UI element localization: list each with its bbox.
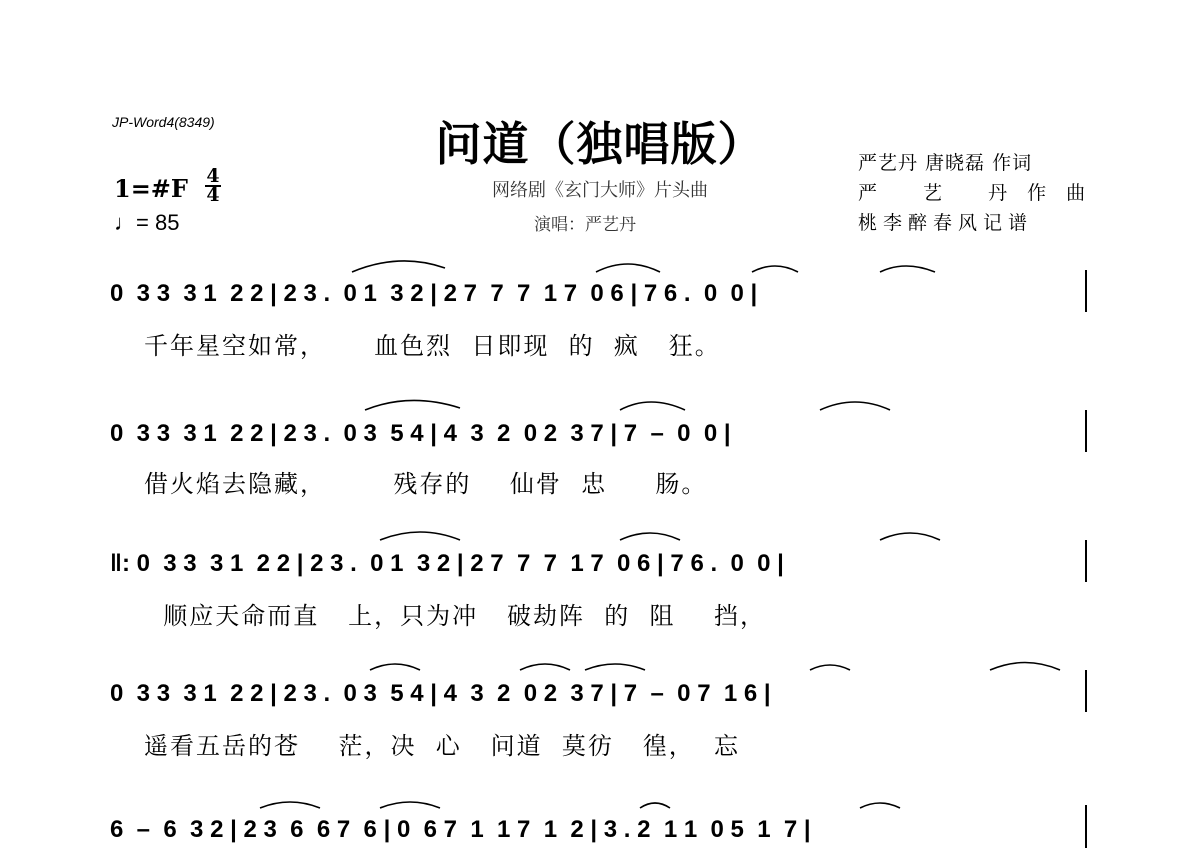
lyric-line-1: 千年星空如常， 血色烈 日即现 的 疯 狂。 — [144, 332, 721, 360]
lyricist-credit: 严艺丹 唐晓磊 作词 — [858, 152, 1033, 174]
time-signature-top: 4 — [206, 165, 220, 187]
notation-line-1: 0 3 3 3 1 2 2 | 2 3 . 0 1 3 2 | 2 7 7 7 1 7 0 6 | 7 6 . 0 0 | — [110, 280, 758, 307]
time-signature-bottom: 4 — [206, 184, 220, 206]
slur — [620, 533, 680, 540]
slur — [596, 264, 660, 272]
slur — [640, 803, 670, 808]
key-signature: 1=#F — [114, 174, 188, 203]
song-title: 问道（独唱版） — [435, 117, 765, 171]
notation-line-5: 6 – 6 3 2 | 2 3 6 6 7 6 | 0 6 7 1 1 7 1 2 | 3 . 2 1 1 0 5 1 7 | — [110, 816, 811, 843]
software-label: JP-Word4(8349) — [112, 114, 215, 130]
slur — [880, 533, 940, 540]
slur — [860, 803, 900, 808]
slur — [365, 400, 460, 410]
slur — [520, 664, 570, 670]
slur — [880, 266, 935, 272]
lyric-line-3: 顺应天命而直 上，只为冲 破劫阵 的 阻 挡， — [144, 602, 767, 630]
notation-line-3: ‖: 0 3 3 3 1 2 2 | 2 3 . 0 1 3 2 | 2 7 7 7 1 7 0 6 | 7 6 . 0 0 | — [110, 550, 784, 577]
transcriber-credit: 桃李醉春风记谱 — [858, 212, 1034, 234]
slur — [260, 802, 320, 808]
slur — [752, 266, 798, 272]
composer-credit: 严 艺 丹作曲 — [858, 182, 1106, 204]
notation-line-2: 0 3 3 3 1 2 2 | 2 3 . 0 3 5 4 | 4 3 2 0 2 3 7 | 7 – 0 0 | — [110, 420, 731, 447]
slur — [352, 261, 445, 272]
slur — [370, 664, 420, 670]
singer-credit: 演唱：严艺丹 — [534, 215, 636, 235]
slur — [810, 665, 850, 670]
tempo-marking: ♩= 85 — [114, 210, 180, 235]
slur — [380, 532, 460, 540]
slur — [820, 402, 890, 410]
song-subtitle: 网络剧《玄门大师》片头曲 — [492, 180, 708, 201]
slur — [990, 663, 1060, 671]
slur — [380, 802, 440, 808]
lyric-line-2: 借火焰去隐藏， 残存的 仙骨 忠 肠。 — [144, 470, 708, 498]
slur — [585, 664, 645, 670]
lyric-line-4: 遥看五岳的苍 茫，决 心 问道 莫彷 徨， 忘 — [144, 732, 741, 760]
slur — [620, 402, 685, 410]
notation-line-4: 0 3 3 3 1 2 2 | 2 3 . 0 3 5 4 | 4 3 2 0 2 3 7 | 7 – 0 7 1 6 | — [110, 680, 771, 707]
